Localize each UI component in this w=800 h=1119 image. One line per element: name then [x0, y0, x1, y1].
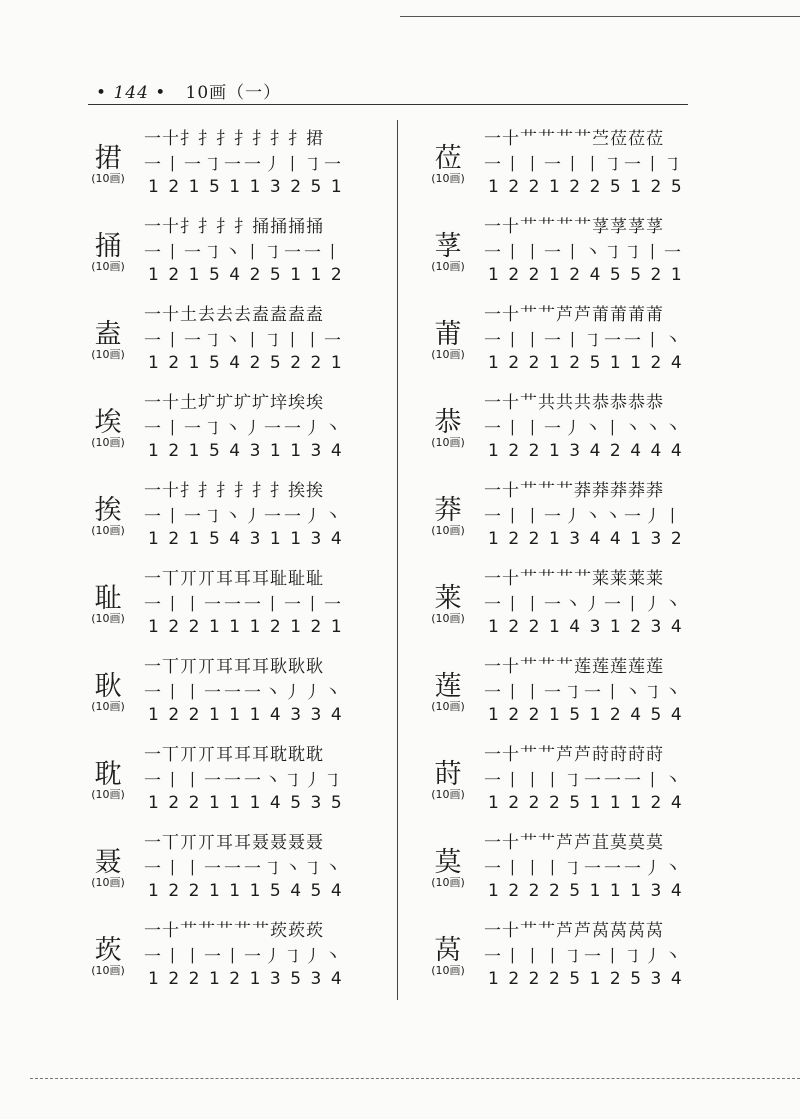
stroke-count-tag: (10画) — [91, 964, 125, 977]
char-entry — [418, 562, 718, 650]
stroke-count-tag: (10画) — [431, 260, 465, 273]
stroke-codes: 1222512534 — [488, 969, 692, 989]
header-rule — [88, 104, 688, 105]
column-divider — [397, 120, 398, 1000]
stroke-progression: 一十艹艹艹艹莱莱莱莱 — [484, 569, 664, 589]
stroke-shapes: 一丨丨一丨丶㇆㇆丨一 — [484, 243, 684, 263]
stroke-count-tag: (10画) — [431, 172, 465, 185]
stroke-shapes: 一丨丨一一一丨一丨一 — [144, 595, 344, 615]
stroke-codes: 1221213534 — [148, 969, 352, 989]
top-border-line — [400, 16, 800, 17]
stroke-count-tag: (10画) — [91, 612, 125, 625]
character: 耿 — [94, 671, 122, 702]
stroke-shapes: 一丨丨一丨㇆一一丨丶 — [484, 331, 684, 351]
stroke-progression: 一十土去去去盍盍盍盍 — [144, 305, 324, 325]
char-entry — [78, 738, 378, 826]
stroke-codes: 1215425112 — [148, 265, 352, 285]
char-entry — [78, 562, 378, 650]
stroke-shapes: 一丨丨一一一㇆丶㇆丶 — [144, 859, 344, 879]
section-title: 10画（一） — [185, 83, 282, 103]
stroke-codes: 1221251124 — [488, 353, 692, 373]
char-entry — [78, 826, 378, 914]
stroke-progression: 一十艹艹芦芦苴莫莫莫 — [484, 833, 664, 853]
stroke-progression: 一十艹艹艹艹苎莅莅莅 — [484, 129, 664, 149]
character: 盍 — [94, 319, 122, 350]
stroke-count-tag: (10画) — [431, 612, 465, 625]
char-entry — [78, 914, 378, 1002]
character: 莲 — [434, 671, 462, 702]
stroke-progression: 一丅丌丌耳耳耳耻耻耻 — [144, 569, 324, 589]
stroke-codes: 1221344132 — [488, 529, 692, 549]
character: 莆 — [434, 319, 462, 350]
stroke-codes: 1221245521 — [488, 265, 692, 285]
stroke-codes: 1215113251 — [148, 177, 352, 197]
char-entry — [78, 650, 378, 738]
char-entry — [418, 914, 718, 1002]
char-entry — [418, 298, 718, 386]
stroke-codes: 1215431134 — [148, 529, 352, 549]
character: 莩 — [434, 231, 462, 262]
stroke-codes: 1215425221 — [148, 353, 352, 373]
stroke-shapes: 一丨丨一丿丶丨丶丶丶 — [484, 419, 684, 439]
stroke-count-tag: (10画) — [91, 348, 125, 361]
stroke-shapes: 一丨丨丨㇆一一一丿丶 — [484, 859, 684, 879]
stroke-count-tag: (10画) — [431, 348, 465, 361]
character: 莰 — [94, 935, 122, 966]
character: 莳 — [434, 759, 462, 790]
stroke-shapes: 一丨丨一丿丶丶一丿丨 — [484, 507, 684, 527]
right-column — [418, 122, 718, 1002]
stroke-shapes: 一丨丨丨㇆一一一丨丶 — [484, 771, 684, 791]
stroke-shapes: 一丨丨一丨一丿㇆丿丶 — [144, 947, 344, 967]
char-entry — [78, 122, 378, 210]
character: 莴 — [434, 935, 462, 966]
stroke-count-tag: (10画) — [91, 524, 125, 537]
stroke-shapes: 一丨一㇆丶丿一一丿丶 — [144, 507, 344, 527]
stroke-shapes: 一丨一㇆丶丨㇆一一丨 — [144, 243, 344, 263]
page-number: 144 — [113, 83, 149, 103]
stroke-codes: 1221114334 — [148, 705, 352, 725]
stroke-codes: 1215431134 — [148, 441, 352, 461]
page-header: • 144 • 10画（一） — [96, 83, 282, 103]
character: 莅 — [434, 143, 462, 174]
stroke-shapes: 一丨丨一一一丶㇆丿㇆ — [144, 771, 344, 791]
char-entry — [78, 386, 378, 474]
stroke-count-tag: (10画) — [91, 436, 125, 449]
stroke-count-tag: (10画) — [91, 172, 125, 185]
stroke-progression: 一丅丌丌耳耳耳耽耽耽 — [144, 745, 324, 765]
char-entry — [418, 826, 718, 914]
char-entry — [78, 210, 378, 298]
stroke-shapes: 一丨一㇆丶丨㇆丨丨一 — [144, 331, 344, 351]
stroke-progression: 一丅丌丌耳耳耳耿耿耿 — [144, 657, 324, 677]
stroke-progression: 一十艹艹艹莲莲莲莲莲 — [484, 657, 664, 677]
char-entry — [418, 122, 718, 210]
stroke-count-tag: (10画) — [431, 964, 465, 977]
stroke-codes: 1221512454 — [488, 705, 692, 725]
character: 捃 — [94, 143, 122, 174]
stroke-shapes: 一丨丨一丨丨㇆一丨㇆ — [484, 155, 684, 175]
character: 莫 — [434, 847, 462, 878]
char-entry — [78, 298, 378, 386]
stroke-codes: 1221431234 — [488, 617, 692, 637]
stroke-progression: 一十艹艹芦芦莳莳莳莳 — [484, 745, 664, 765]
stroke-progression: 一十艹艹艹莽莽莽莽莽 — [484, 481, 664, 501]
stroke-progression: 一十艹艹芦芦莴莴莴莴 — [484, 921, 664, 941]
stroke-count-tag: (10画) — [91, 700, 125, 713]
stroke-codes: 1222511134 — [488, 881, 692, 901]
stroke-count-tag: (10画) — [431, 524, 465, 537]
character: 捅 — [94, 231, 122, 262]
stroke-codes: 1221112121 — [148, 617, 352, 637]
stroke-progression: 一丅丌丌耳耳聂聂聂聂 — [144, 833, 324, 853]
stroke-count-tag: (10画) — [431, 788, 465, 801]
stroke-count-tag: (10画) — [431, 436, 465, 449]
stroke-codes: 1222511124 — [488, 793, 692, 813]
char-entry — [418, 650, 718, 738]
stroke-codes: 1221342444 — [488, 441, 692, 461]
char-entry — [418, 474, 718, 562]
stroke-progression: 一十艹共共共恭恭恭恭 — [484, 393, 664, 413]
stroke-codes: 1221114535 — [148, 793, 352, 813]
stroke-shapes: 一丨丨一丶丿一丨丿丶 — [484, 595, 684, 615]
stroke-count-tag: (10画) — [431, 700, 465, 713]
char-entry — [418, 738, 718, 826]
stroke-progression: 一十艹艹艹艹艹莰莰莰 — [144, 921, 324, 941]
stroke-count-tag: (10画) — [431, 876, 465, 889]
stroke-shapes: 一丨一㇆丶丿一一丿丶 — [144, 419, 344, 439]
character: 耽 — [94, 759, 122, 790]
stroke-count-tag: (10画) — [91, 788, 125, 801]
character: 恭 — [434, 407, 462, 438]
stroke-codes: 1221115454 — [148, 881, 352, 901]
left-column — [78, 122, 378, 1002]
char-entry — [418, 386, 718, 474]
character: 莽 — [434, 495, 462, 526]
stroke-shapes: 一丨一㇆一一丿丨㇆一 — [144, 155, 344, 175]
stroke-count-tag: (10画) — [91, 260, 125, 273]
stroke-shapes: 一丨丨丨㇆一丨㇆丿丶 — [484, 947, 684, 967]
stroke-progression: 一十扌扌扌扌扌扌挨挨 — [144, 481, 324, 501]
char-entry — [78, 474, 378, 562]
stroke-codes: 1221225125 — [488, 177, 692, 197]
stroke-progression: 一十艹艹芦芦莆莆莆莆 — [484, 305, 664, 325]
bottom-border-line — [30, 1078, 800, 1079]
stroke-progression: 一十土圹圹圹圹垶埃埃 — [144, 393, 324, 413]
stroke-progression: 一十扌扌扌扌捅捅捅捅 — [144, 217, 324, 237]
char-entry — [418, 210, 718, 298]
character: 莱 — [434, 583, 462, 614]
character: 聂 — [94, 847, 122, 878]
stroke-shapes: 一丨丨一一一丶丿丿丶 — [144, 683, 344, 703]
character: 挨 — [94, 495, 122, 526]
stroke-progression: 一十扌扌扌扌扌扌扌捃 — [144, 129, 324, 149]
stroke-progression: 一十艹艹艹艹莩莩莩莩 — [484, 217, 664, 237]
character: 埃 — [94, 407, 122, 438]
character: 耻 — [94, 583, 122, 614]
stroke-shapes: 一丨丨一㇆一丨丶㇆丶 — [484, 683, 684, 703]
stroke-count-tag: (10画) — [91, 876, 125, 889]
